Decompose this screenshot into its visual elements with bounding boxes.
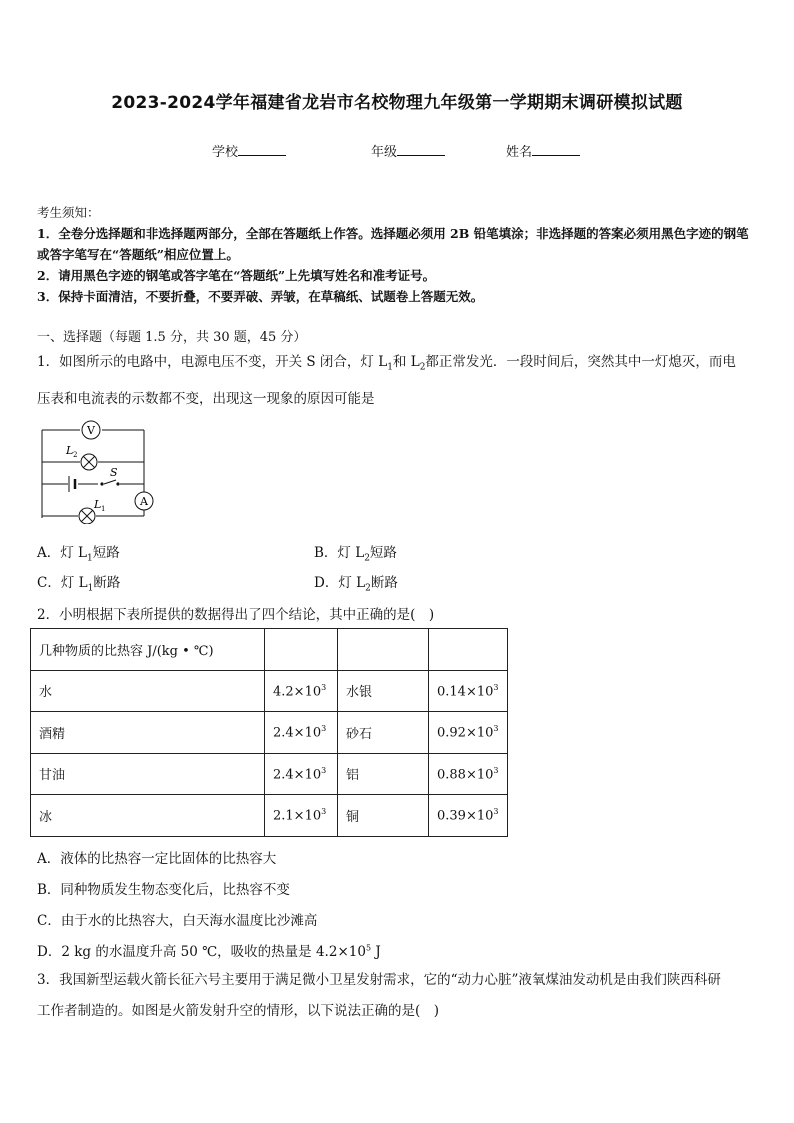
q2-option-a[interactable]: A．液体的比热容一定比固体的比热容大: [37, 851, 277, 867]
notice-item-2: 2．请用黑色字迹的钢笔或答字笔在“答题纸”上先填写姓名和准考证号。: [37, 268, 436, 283]
q2-option-b[interactable]: B．同种物质发生物态变化后，比热容不变: [37, 882, 290, 898]
school-label: 学校: [212, 145, 239, 160]
table-cell: $2.1\times 10^3$: [265, 795, 338, 837]
q1-option-a[interactable]: A．灯 $L_1$短路: [37, 545, 120, 564]
name-label: 姓名: [506, 145, 533, 160]
table-cell: 酒精: [31, 712, 265, 754]
question-2-stem: 2．小明根据下表所提供的数据得出了四个结论，其中正确的是( ): [37, 607, 435, 623]
table-row: [31, 753, 508, 795]
grade-label: 年级: [371, 145, 398, 160]
svg-text:2: 2: [73, 451, 78, 459]
question-3-line1: 3．我国新型运载火箭长征六号主要用于满足微小卫星发射需求，它的“动力心脏”液氧煤油发动机是由我们陕西科研: [37, 972, 721, 988]
exam-notice: [37, 202, 759, 307]
section-heading: 一、选择题（每题 1.5 分，共 30 题，45 分）: [37, 330, 307, 345]
grade-blank[interactable]: [397, 143, 445, 156]
table-row: [31, 712, 508, 754]
question-3-line2: 工作者制造的。如图是火箭发射升空的情形，以下说法正确的是( ): [37, 1003, 440, 1019]
ammeter-icon: [135, 492, 153, 510]
question-1-stem-line1: 1．如图所示的电路中，电源电压不变，开关 S 闭合，灯 $L_1$和 $L_2$都正常发光．一段时间后，突然其中一灯熄灭，而电: [37, 354, 736, 373]
table-cell: $2.4\times 10^3$: [265, 753, 338, 795]
svg-text:L: L: [66, 444, 74, 457]
svg-text:1: 1: [101, 505, 106, 513]
table-cell: $0.39\times 10^3$: [429, 795, 508, 837]
svg-text:L: L: [94, 498, 102, 511]
table-cell: $0.88\times 10^3$: [429, 753, 508, 795]
voltmeter-icon: [82, 421, 100, 439]
table-cell: 水银: [338, 670, 429, 712]
q2-option-d[interactable]: D．2 kg 的水温度升高 50 ℃，吸收的热量是 $4.2\times 10^5$ J: [37, 943, 381, 960]
svg-text:S: S: [110, 466, 118, 479]
table-header-cell: 几种物质的比热容 J/(kg • ℃): [31, 629, 265, 671]
table-cell: [338, 629, 429, 671]
question-1: [37, 347, 759, 415]
table-cell: $0.14\times 10^3$: [429, 670, 508, 712]
q1-option-b[interactable]: B．灯 $L_2$短路: [314, 545, 397, 564]
notice-item-3: 3．保持卡面清洁，不要折叠，不要弄破、弄皱，在草稿纸、试题卷上答题无效。: [37, 289, 484, 304]
table-row: [31, 795, 508, 837]
school-field: [212, 141, 286, 160]
exam-title: 2023-2024学年福建省龙岩市名校物理九年级第一学期期末调研模拟试题: [111, 93, 683, 113]
battery-icon: [69, 476, 75, 492]
question-3: [37, 965, 759, 1027]
table-header-row: [31, 629, 508, 671]
lamp-l2-icon: [65, 444, 97, 470]
lamp-l1-icon: [79, 498, 105, 524]
q1-option-d[interactable]: D．灯 $L_2$断路: [314, 575, 398, 594]
table-cell: $2.4\times 10^3$: [265, 712, 338, 754]
table-row: [31, 670, 508, 712]
notice-heading: 考生须知：: [37, 205, 100, 220]
table-cell: 甘油: [31, 753, 265, 795]
table-cell: 水: [31, 670, 265, 712]
table-cell: [265, 629, 338, 671]
name-blank[interactable]: [532, 143, 580, 156]
q1-option-c[interactable]: C．灯 $L_1$断路: [37, 575, 121, 594]
notice-item-1: 1．全卷分选择题和非选择题两部分，全部在答题纸上作答。选择题必须用 2B 铅笔填涂；非选择题的答案必须用黑色字迹的钢笔或答字笔写在“答题纸”相应位置上。: [37, 226, 749, 262]
switch-icon: [100, 466, 119, 486]
question-1-stem-line2: 压表和电流表的示数都不变，出现这一现象的原因可能是: [37, 390, 375, 407]
svg-text:V: V: [87, 424, 95, 437]
specific-heat-table: [30, 628, 508, 837]
table-cell: 砂石: [338, 712, 429, 754]
table-cell: 铜: [338, 795, 429, 837]
table-cell: $0.92\times 10^3$: [429, 712, 508, 754]
table-cell: $4.2\times 10^3$: [265, 670, 338, 712]
school-blank[interactable]: [238, 143, 286, 156]
table-cell: 铝: [338, 753, 429, 795]
table-cell: 冰: [31, 795, 265, 837]
grade-field: [371, 141, 445, 160]
q2-option-c[interactable]: C．由于水的比热容大，白天海水温度比沙滩高: [37, 913, 318, 929]
table-cell: [429, 629, 508, 671]
circuit-diagram: [36, 420, 156, 524]
svg-text:A: A: [140, 495, 148, 508]
name-field: [506, 141, 580, 160]
